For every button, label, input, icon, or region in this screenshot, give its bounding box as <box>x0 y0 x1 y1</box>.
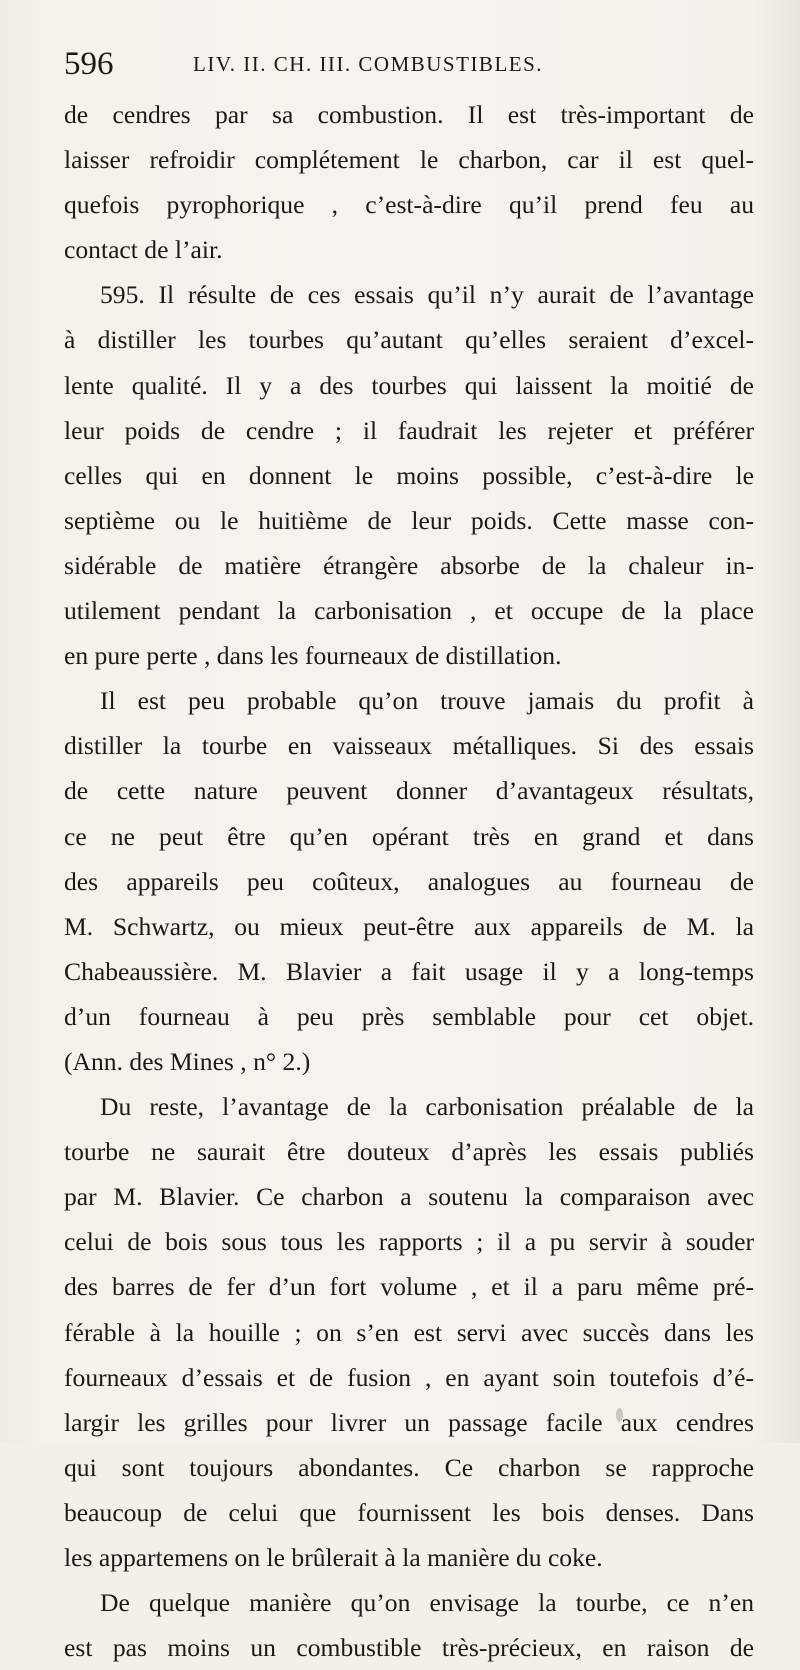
text-line: tourbe ne saurait être douteux d’après les essais publiés <box>64 1137 754 1167</box>
text-line: contact de l’air. <box>64 235 223 265</box>
text-line: ce ne peut être qu’en opérant très en grand et dans <box>64 821 754 851</box>
text-line: utilement pendant la carbonisation , et occupe de la place <box>64 596 754 626</box>
text-line: d’un fourneau à peu près semblable pour cet objet. <box>64 1001 754 1031</box>
text-line: leur poids de cendre ; il faudrait les rejeter et préférer <box>64 415 754 445</box>
text-line: 595. Il résulte de ces essais qu’il n’y aurait de l’avantage <box>100 280 754 310</box>
text-line: des barres de fer d’un fort volume , et il a paru même pré- <box>64 1272 754 1302</box>
text-line: Chabeaussière. M. Blavier a fait usage il y a long-temps <box>64 956 754 986</box>
text-line: des appareils peu coûteux, analogues au fourneau de <box>64 866 754 896</box>
text-line: férable à la houille ; on s’en est servi avec succès dans les <box>64 1317 754 1347</box>
text-line: M. Schwartz, ou mieux peut-être aux appareils de M. la <box>64 911 754 941</box>
text-line: celui de bois sous tous les rapports ; il a pu servir à souder <box>64 1227 754 1257</box>
text-line: sidérable de matière étrangère absorbe de la chaleur in- <box>64 550 754 580</box>
text-line: Il est peu probable qu’on trouve jamais du profit à <box>100 686 754 716</box>
text-line: est pas moins un combustible très-précieux, en raison de <box>64 1633 754 1663</box>
text-line: septième ou le huitième de leur poids. Cette masse con- <box>64 505 754 535</box>
text-line: à distiller les tourbes qu’autant qu’elles seraient d’excel- <box>64 325 754 355</box>
ink-speck <box>616 1408 623 1422</box>
text-line: de cette nature peuvent donner d’avantageux résultats, <box>64 776 754 806</box>
text-line: les appartemens on le brûlerait à la manière du coke. <box>64 1543 603 1572</box>
text-line: Du reste, l’avantage de la carbonisation préalable de la <box>100 1092 754 1122</box>
page-number: 596 <box>64 46 114 82</box>
text-line: fourneaux d’essais et de fusion , en ayant soin toutefois d’é- <box>64 1362 754 1392</box>
text-line: lente qualité. Il y a des tourbes qui laissent la moitié de <box>64 370 754 400</box>
text-line: quefois pyrophorique , c’est-à-dire qu’il prend feu au <box>64 190 754 220</box>
text-line: laisser refroidir complétement le charbon, car il est quel- <box>64 145 754 175</box>
text-line: De quelque manière qu’on envisage la tourbe, ce n’en <box>100 1588 754 1618</box>
text-line: distiller la tourbe en vaisseaux métalliques. Si des essais <box>64 731 754 761</box>
text-line: largir les grilles pour livrer un passage facile aux cendres <box>64 1407 754 1437</box>
text-line: celles qui en donnent le moins possible, c’est-à-dire le <box>64 460 754 490</box>
text-line: (Ann. des Mines , n° 2.) <box>64 1046 311 1076</box>
running-head: LIV. II. CH. III. COMBUSTIBLES. <box>193 52 544 76</box>
text-line: de cendres par sa combustion. Il est très-important de <box>64 100 754 129</box>
page-header <box>64 44 754 84</box>
text-line: en pure perte , dans les fourneaux de distillation. <box>64 641 562 671</box>
body-text <box>64 92 754 1670</box>
text-line: par M. Blavier. Ce charbon a soutenu la comparaison avec <box>64 1182 754 1212</box>
text-line: qui sont toujours abondantes. Ce charbon se rapproche <box>64 1452 754 1482</box>
text-line: beaucoup de celui que fournissent les bois denses. Dans <box>64 1497 754 1527</box>
